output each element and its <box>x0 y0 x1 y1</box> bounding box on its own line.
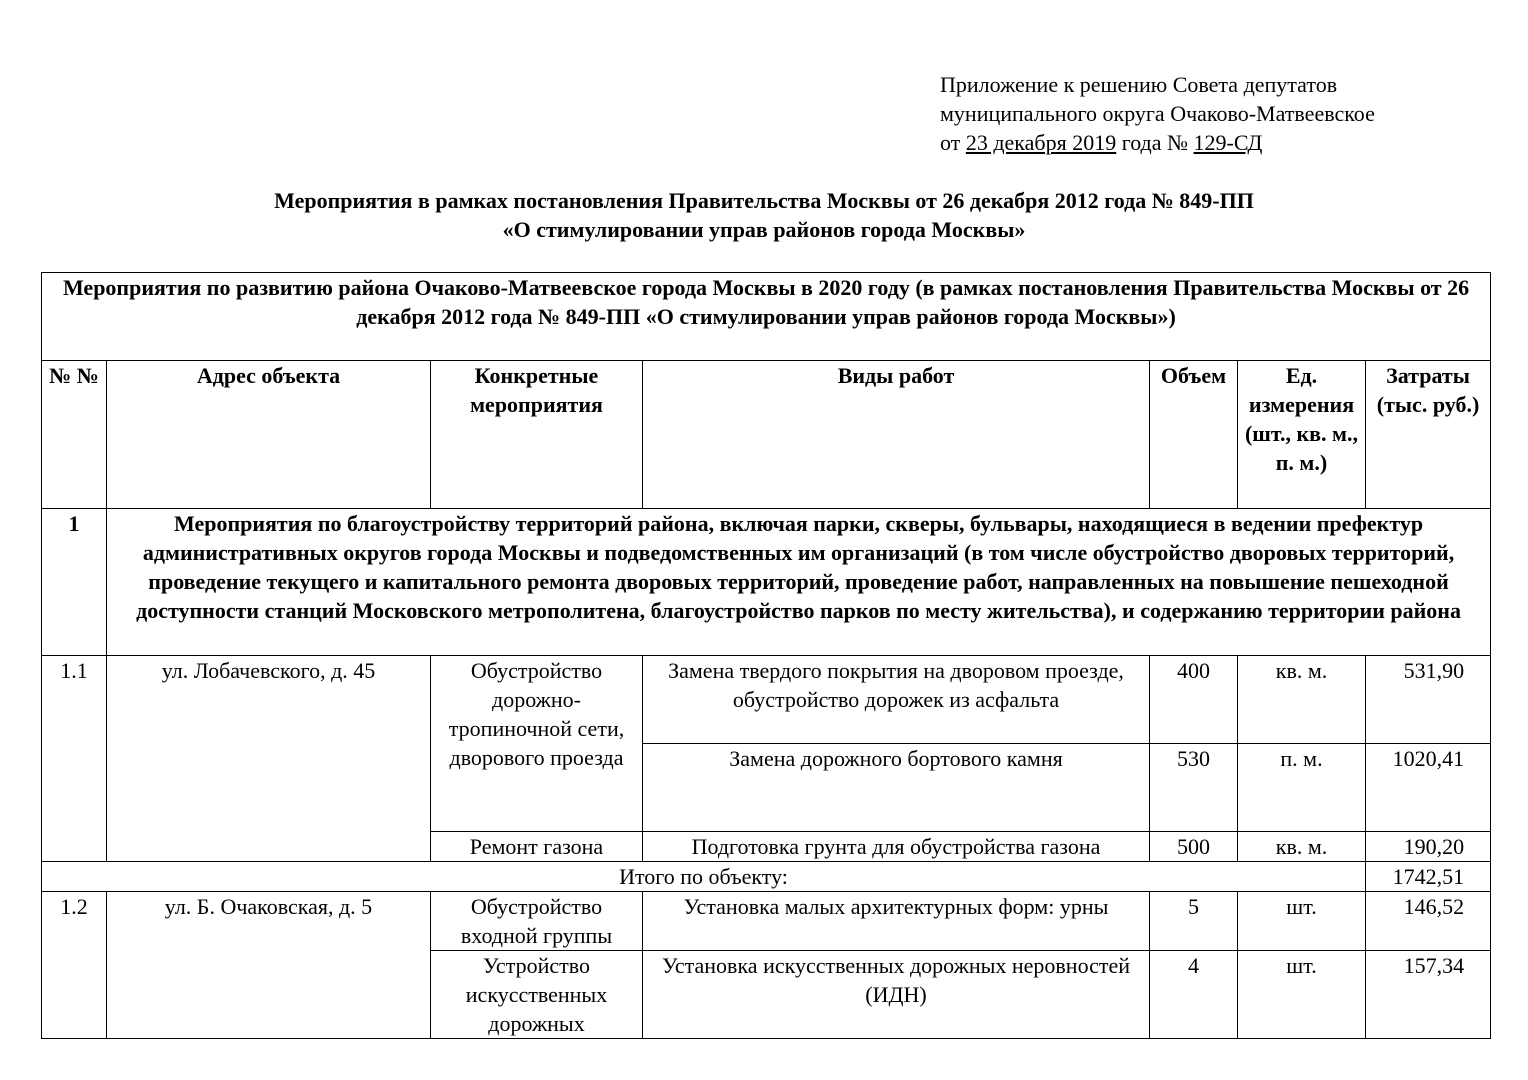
header-unit: Ед. измерения (шт., кв. м., п. м.) <box>1238 361 1366 509</box>
obj1-num: 1.1 <box>42 656 107 862</box>
measures-table <box>41 272 1491 1039</box>
header-num: № № <box>42 361 107 509</box>
obj1-unit-3: кв. м. <box>1238 832 1366 862</box>
heading-line-1: Мероприятия в рамках постановления Правительства Москвы от 26 декабря 2012 года № 849-ПП <box>274 188 1254 213</box>
obj2-num: 1.2 <box>42 892 107 1039</box>
obj1-volume-1: 400 <box>1150 656 1238 744</box>
obj2-address: ул. Б. Очаковская, д. 5 <box>107 892 431 1039</box>
appendix-number: 129-СД <box>1193 130 1263 155</box>
section-num: 1 <box>42 509 107 656</box>
header-address: Адрес объекта <box>107 361 431 509</box>
obj1-unit-1: кв. м. <box>1238 656 1366 744</box>
obj2-unit-1: шт. <box>1238 892 1366 951</box>
obj1-cost-3: 190,20 <box>1366 832 1491 862</box>
obj1-measure-2: Ремонт газона <box>431 832 643 862</box>
obj1-work-1: Замена твердого покрытия на дворовом проезде, обустройство дорожек из асфальта <box>643 656 1150 744</box>
obj1-measure-1: Обустройство дорожно-тропиночной сети, дворового проезда <box>431 656 643 832</box>
obj1-total: 1742,51 <box>1366 862 1491 892</box>
appendix-line-3 <box>940 128 1375 157</box>
appendix-line-2: муниципального округа Очаково-Матвеевское <box>940 101 1375 126</box>
obj1-cost-2: 1020,41 <box>1366 744 1491 832</box>
appendix-line-1: Приложение к решению Совета депутатов <box>940 72 1338 97</box>
total-row <box>42 862 1491 892</box>
obj1-address: ул. Лобачевского, д. 45 <box>107 656 431 862</box>
header-cost: Затраты (тыс. руб.) <box>1366 361 1491 509</box>
obj1-volume-2: 530 <box>1150 744 1238 832</box>
section-title: Мероприятия по благоустройству территорий района, включая парки, скверы, бульвары, находящиеся в ведении префектур административных округов города Москвы и подведомственных им организаций (в том числе обустройство дворовых территорий, проведение текущего и капитального ремонта дворовых территорий, проведение работ, направленных на повышение пешеходной доступности станций Московского метрополитена, благоустройство парков по месту жительства), и содержанию территории района <box>107 509 1491 656</box>
document-heading <box>0 186 1528 244</box>
appendix-prefix: от <box>940 130 966 155</box>
obj2-work-2: Установка искусственных дорожных неровностей (ИДН) <box>643 951 1150 1039</box>
obj1-work-2: Замена дорожного бортового камня <box>643 744 1150 832</box>
obj1-volume-3: 500 <box>1150 832 1238 862</box>
obj2-cost-1: 146,52 <box>1366 892 1491 951</box>
obj2-measure-1: Обустройство входной группы <box>431 892 643 951</box>
obj2-volume-2: 4 <box>1150 951 1238 1039</box>
heading-line-2: «О стимулировании управ районов города Москвы» <box>502 217 1026 242</box>
table-row <box>42 656 1491 744</box>
table-row <box>42 892 1491 951</box>
obj1-total-label: Итого по объекту: <box>42 862 1366 892</box>
obj1-work-3: Подготовка грунта для обустройства газона <box>643 832 1150 862</box>
obj2-cost-2: 157,34 <box>1366 951 1491 1039</box>
obj1-cost-1: 531,90 <box>1366 656 1491 744</box>
obj2-measure-2: Устройство искусственных дорожных <box>431 951 643 1039</box>
header-volume: Объем <box>1150 361 1238 509</box>
obj2-volume-1: 5 <box>1150 892 1238 951</box>
appendix-date: 23 декабря 2019 <box>965 130 1117 155</box>
obj1-unit-2: п. м. <box>1238 744 1366 832</box>
obj2-work-1: Установка малых архитектурных форм: урны <box>643 892 1150 951</box>
obj2-unit-2: шт. <box>1238 951 1366 1039</box>
header-works: Виды работ <box>643 361 1150 509</box>
table-caption: Мероприятия по развитию района Очаково-Матвеевское города Москвы в 2020 году (в рамках постановления Правительства Москвы от 26 декабря 2012 года № 849-ПП «О стимулировании управ районов города Москвы») <box>42 273 1491 361</box>
appendix-block <box>940 70 1375 157</box>
appendix-mid: года № <box>1116 130 1194 155</box>
header-measures: Конкретные мероприятия <box>431 361 643 509</box>
